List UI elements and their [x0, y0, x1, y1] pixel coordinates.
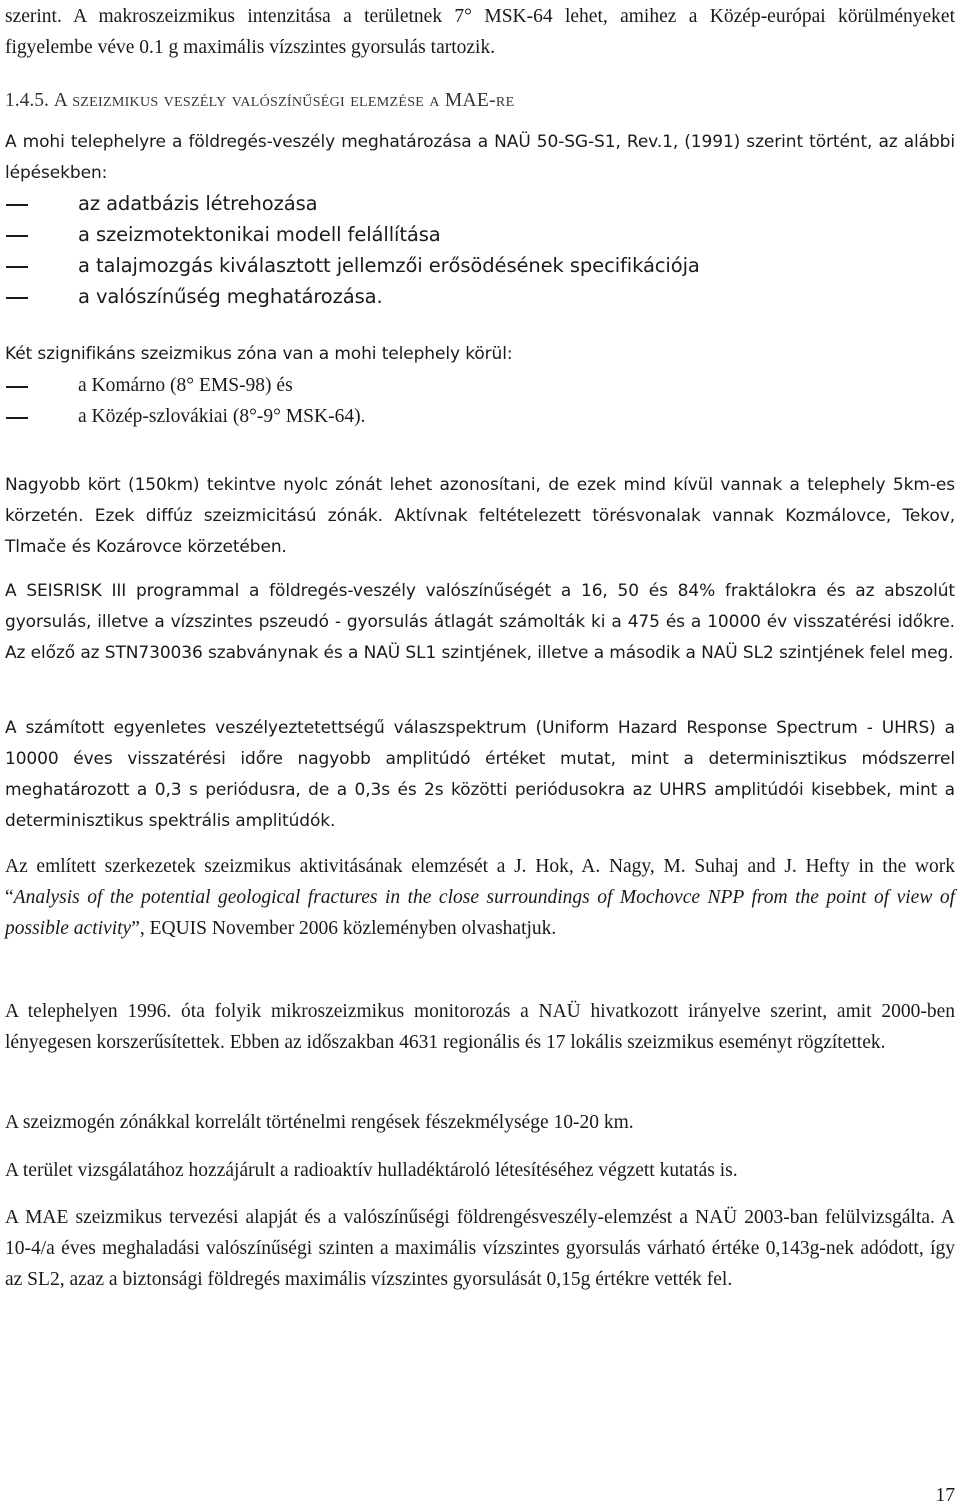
- page-number: 17: [935, 1485, 955, 1506]
- publication-title: Analysis of the potential geological fractures in the close surroundings of Mochovce NPP from the point of view of possible activity: [5, 887, 955, 939]
- depth-paragraph: A szeizmogén zónákkal korrelált történelmi rengések fészekmélysége 10-20 km.: [5, 1112, 634, 1133]
- section-number: 1.4.5.: [5, 90, 49, 111]
- section-title: A szeizmikus veszély valószínűségi elemzése a MAE-re: [53, 90, 515, 111]
- research-paragraph: A terület vizsgálatához hozzájárult a radioaktív hulladéktároló létesítéséhez végzett kutatás is.: [5, 1160, 738, 1181]
- larger-circle-paragraph: Nagyobb kört (150km) tekintve nyolc zónát lehet azonosítani, de ezek mind kívül vannak a telephely 5km-es körzetén. Ezek diffúz szeizmicitású zónák. Aktívnak feltételezett törésvonalak vannak Kozmálovce, Tekov, Tlmače és Kozárovce körzetében.: [5, 475, 955, 557]
- steps-paragraph: A mohi telephelyre a földregés-veszély meghatározása a NAÜ 50-SG-S1, Rev.1, (1991) szerint történt, az alábbi lépésekben:: [5, 132, 955, 183]
- design-basis-paragraph: A MAE szeizmikus tervezési alapját és a valószínűségi földrengésveszély-elemzést a NAÜ 2003-ban felülvizsgálta. A 10-4/a éves meghaladási valószínűségi szinten a maximális vízszintes gyorsulás várható értéke 0,143g-nek adódott, így az SL2, azaz a biztonsági földregés maximális vízszintes gyorsulását 0,15g értékre vették fel.: [5, 1207, 955, 1290]
- seisrisk-paragraph: A SEISRISK III programmal a földregés-veszély valószínűségét a 16, 50 és 84% fraktálokra és az abszolút gyorsulás, illetve a vízszintes pszeudó - gyorsulás átlagát számolták ki a 475 és a 10000 év visszatérési időkre. Az előző az STN730036 szabványnak és a NAÜ SL1 szintjének, illetve a második a NAÜ SL2 szintjének felel meg.: [5, 581, 955, 663]
- intro-paragraph: szerint. A makroszeizmikus intenzitása a területnek 7° MSK-64 lehet, amihez a Közép-európai körülményeket figyelembe véve 0.1 g maximális vízszintes gyorsulás tartozik.: [5, 6, 955, 58]
- uhrs-paragraph: A számított egyenletes veszélyeztetettségű válaszspektrum (Uniform Hazard Response Spectrum - UHRS) a 10000 éves visszatérési időre nagyobb amplitúdó értéket mutat, mint a determinisztikus módszerrel meghatározott a 0,3 s periódusra, de a 0,3s és 2s közötti periódusokra az UHRS amplitúdói kisebbek, mint a determinisztikus spektrális amplitúdók.: [5, 718, 955, 831]
- hok-paragraph: Az említett szerkezetek szeizmikus aktivitásának elemzését a J. Hok, A. Nagy, M. Suhaj and J. Hefty in the work “Analysis of the potential geological fractures in the close surroundings of Mochovce NPP from the point of view of possible activity”, EQUIS November 2006 közleményben olvashatjuk.: [5, 856, 955, 939]
- section-heading: [5, 85, 955, 116]
- monitoring-paragraph: A telephelyen 1996. óta folyik mikroszeizmikus monitorozás a NAÜ hivatkozott irányelve szerint, amit 2000-ben lényegesen korszerűsítettek. Ebben az időszakban 4631 regionális és 17 lokális szeizmikus eseményt rögzítettek.: [5, 1001, 955, 1053]
- zones-paragraph: Két szignifikáns szeizmikus zóna van a mohi telephely körül:: [5, 344, 513, 364]
